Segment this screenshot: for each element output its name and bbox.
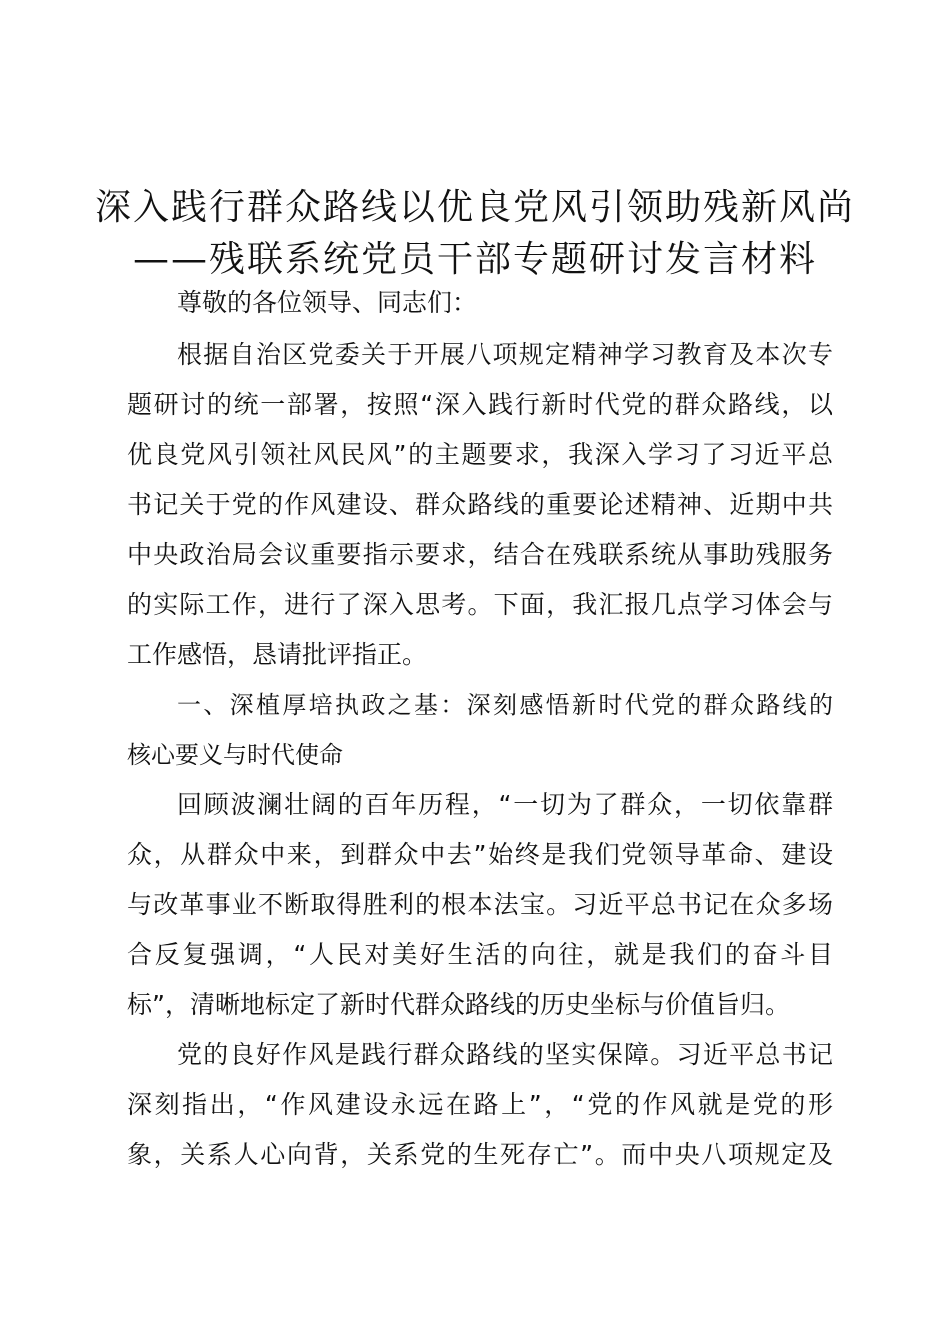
salutation: 尊敬的各位领导、同志们： — [177, 288, 478, 317]
paragraph-line: 象，关系人心向背，关系党的生死存亡”。而中央八项规定及 — [127, 1140, 833, 1169]
paragraph-line: 书记关于党的作风建设、群众路线的重要论述精神、近期中共 — [127, 490, 833, 519]
paragraph-line: 众，从群众中来，到群众中去”始终是我们党领导革命、建设 — [127, 840, 833, 869]
section-heading: 核心要义与时代使命 — [127, 741, 343, 769]
paragraph-line: 中央政治局会议重要指示要求，结合在残联系统从事助残服务 — [127, 540, 833, 569]
paragraph-line: 标”，清晰地标定了新时代群众路线的历史坐标与价值旨归。 — [127, 990, 790, 1019]
document-title: 深入践行群众路线以优良党风引领助残新风尚 — [94, 187, 855, 228]
paragraph-line: 优良党风引领社风民风”的主题要求，我深入学习了习近平总 — [127, 440, 833, 469]
paragraph-line: 与改革事业不断取得胜利的根本法宝。习近平总书记在众多场 — [127, 890, 833, 919]
document-subtitle: ——残联系统党员干部专题研讨发言材料 — [132, 239, 817, 280]
section-heading: 一、深植厚培执政之基：深刻感悟新时代党的群众路线的 — [177, 691, 833, 719]
paragraph-line: 工作感悟，恳请批评指正。 — [127, 640, 428, 669]
paragraph-line: 党的良好作风是践行群众路线的坚实保障。习近平总书记 — [177, 1040, 833, 1069]
paragraph-line: 回顾波澜壮阔的百年历程，“一切为了群众，一切依靠群 — [177, 790, 833, 819]
paragraph-line: 的实际工作，进行了深入思考。下面，我汇报几点学习体会与 — [127, 590, 833, 619]
paragraph-line: 深刻指出，“作风建设永远在路上”，“党的作风就是党的形 — [127, 1090, 833, 1119]
paragraph-line: 根据自治区党委关于开展八项规定精神学习教育及本次专 — [177, 340, 833, 369]
paragraph-line: 题研讨的统一部署，按照“深入践行新时代党的群众路线，以 — [127, 390, 833, 419]
paragraph-line: 合反复强调，“人民对美好生活的向往，就是我们的奋斗目 — [127, 940, 833, 969]
